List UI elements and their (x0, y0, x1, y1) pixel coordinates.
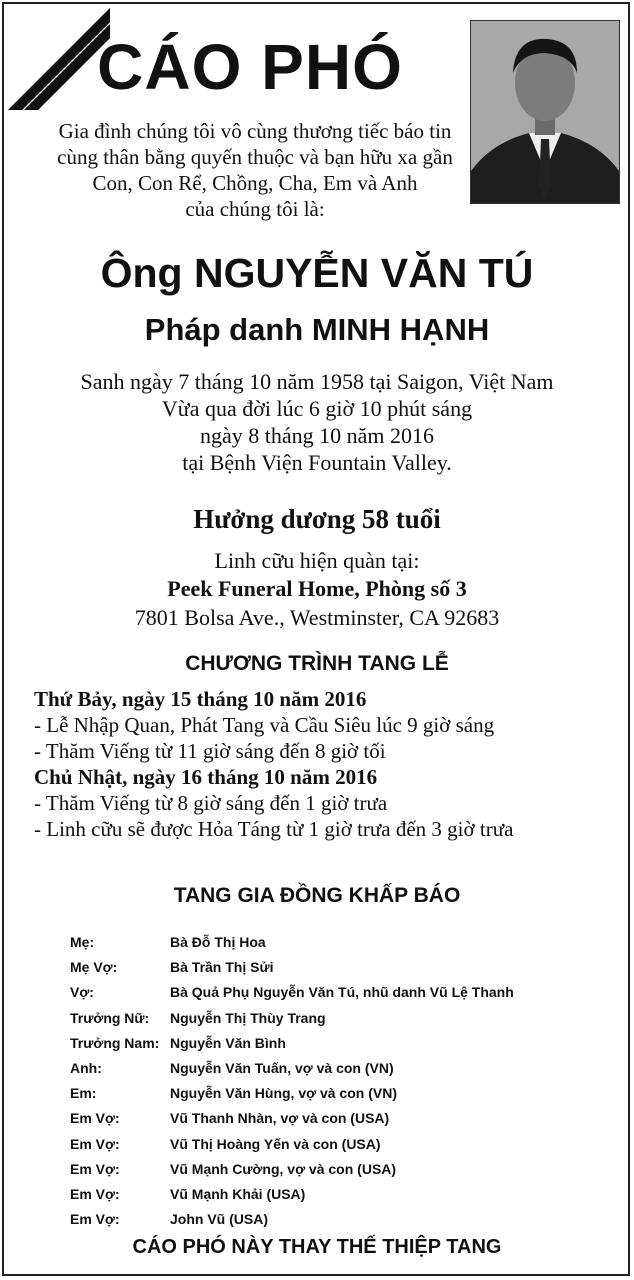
family-relation: Em Vợ: (70, 1211, 120, 1228)
family-relation: Em Vợ: (70, 1160, 120, 1177)
viewing-label: Linh cữu hiện quàn tại: (214, 548, 420, 573)
family-member: Bà Đỗ Thị Hoa (170, 934, 266, 950)
family-relation: Trưởng Nữ: (70, 1009, 150, 1026)
family-member: Nguyễn Văn Hùng, vợ và con (VN) (170, 1085, 397, 1102)
family-row (70, 1157, 630, 1182)
family-relation: Em: (70, 1085, 97, 1102)
portrait-figure (471, 21, 619, 203)
family-row (70, 1132, 630, 1157)
intro-line: cùng thân bằng quyến thuộc và bạn hữu xa gần (57, 145, 453, 169)
family-row (70, 980, 630, 1005)
program-heading: CHƯƠNG TRÌNH TANG LỄ (185, 652, 449, 675)
portrait-photo (470, 20, 620, 204)
age-line: Hưởng dương 58 tuổi (193, 504, 441, 534)
program-item: - Thăm Viếng từ 8 giờ sáng đến 1 giờ trưa (34, 791, 388, 815)
family-list (70, 930, 630, 1232)
family-member: Bà Quả Phụ Nguyễn Văn Tú, nhũ danh Vũ Lệ Thanh (170, 984, 514, 1001)
program-schedule (34, 686, 624, 842)
family-member: Nguyễn Văn Bình (170, 1034, 286, 1051)
bio-line: tại Bệnh Viện Fountain Valley. (182, 450, 452, 475)
program-day-date: Thứ Bảy, ngày 15 tháng 10 năm 2016 (34, 687, 367, 711)
family-member: Nguyễn Thị Thùy Trang (170, 1009, 326, 1026)
program-item: - Thăm Viếng từ 11 giờ sáng đến 8 giờ tối (34, 739, 386, 763)
intro-text (20, 118, 490, 222)
family-row (70, 1006, 630, 1031)
dharma-name: Pháp danh MINH HẠNH (144, 312, 490, 347)
family-row (70, 1031, 630, 1056)
family-row (70, 1056, 630, 1081)
deceased-name: Ông NGUYỄN VĂN TÚ (100, 250, 534, 296)
bio-line: ngày 8 tháng 10 năm 2016 (199, 423, 435, 448)
program-day-date: Chủ Nhật, ngày 16 tháng 10 năm 2016 (34, 765, 378, 789)
family-row (70, 955, 630, 980)
program-item: - Linh cữu sẽ được Hỏa Táng từ 1 giờ trưa đến 3 giờ trưa (34, 817, 514, 841)
family-heading: TANG GIA ĐỒNG KHẤP BÁO (173, 884, 461, 907)
family-member: Vũ Mạnh Khải (USA) (170, 1185, 306, 1202)
family-member: Bà Trần Thị Sửi (170, 959, 274, 976)
family-relation: Trưởng Nam: (70, 1034, 160, 1051)
viewing-address: 7801 Bolsa Ave., Westminster, CA 92683 (134, 605, 500, 630)
family-row (70, 1081, 630, 1106)
family-row (70, 930, 630, 955)
family-relation: Anh: (70, 1059, 102, 1076)
family-member: John Vũ (USA) (170, 1211, 268, 1228)
bio-line: Vừa qua đời lúc 6 giờ 10 phút sáng (161, 396, 473, 421)
family-member: Nguyễn Văn Tuấn, vợ và con (VN) (170, 1059, 394, 1076)
biography (0, 368, 634, 476)
notice-title: CÁO PHÓ (97, 31, 403, 103)
family-row (70, 1106, 630, 1131)
viewing-place: Peek Funeral Home, Phòng số 3 (167, 576, 467, 601)
bio-line: Sanh ngày 7 tháng 10 năm 1958 tại Saigon, Việt Nam (80, 369, 554, 394)
family-relation: Em Vợ: (70, 1110, 120, 1127)
family-member: Vũ Mạnh Cường, vợ và con (USA) (170, 1160, 397, 1177)
family-member: Vũ Thị Hoàng Yến và con (USA) (170, 1135, 381, 1152)
family-member: Vũ Thanh Nhàn, vợ và con (USA) (170, 1110, 390, 1127)
program-item: - Lễ Nhập Quan, Phát Tang và Cầu Siêu lúc 9 giờ sáng (34, 713, 495, 737)
family-row (70, 1182, 630, 1207)
footer-note: CÁO PHÓ NÀY THAY THẾ THIỆP TANG (132, 1236, 502, 1258)
intro-line: của chúng tôi là: (185, 197, 325, 221)
intro-line: Con, Con Rể, Chồng, Cha, Em và Anh (92, 171, 418, 195)
family-relation: Em Vợ: (70, 1185, 120, 1202)
family-relation: Mẹ Vợ: (70, 959, 118, 976)
intro-line: Gia đình chúng tôi vô cùng thương tiếc báo tin (58, 119, 452, 143)
family-relation: Vợ: (70, 984, 94, 1001)
family-relation: Mẹ: (70, 934, 95, 950)
family-row (70, 1207, 630, 1232)
family-relation: Em Vợ: (70, 1135, 120, 1152)
